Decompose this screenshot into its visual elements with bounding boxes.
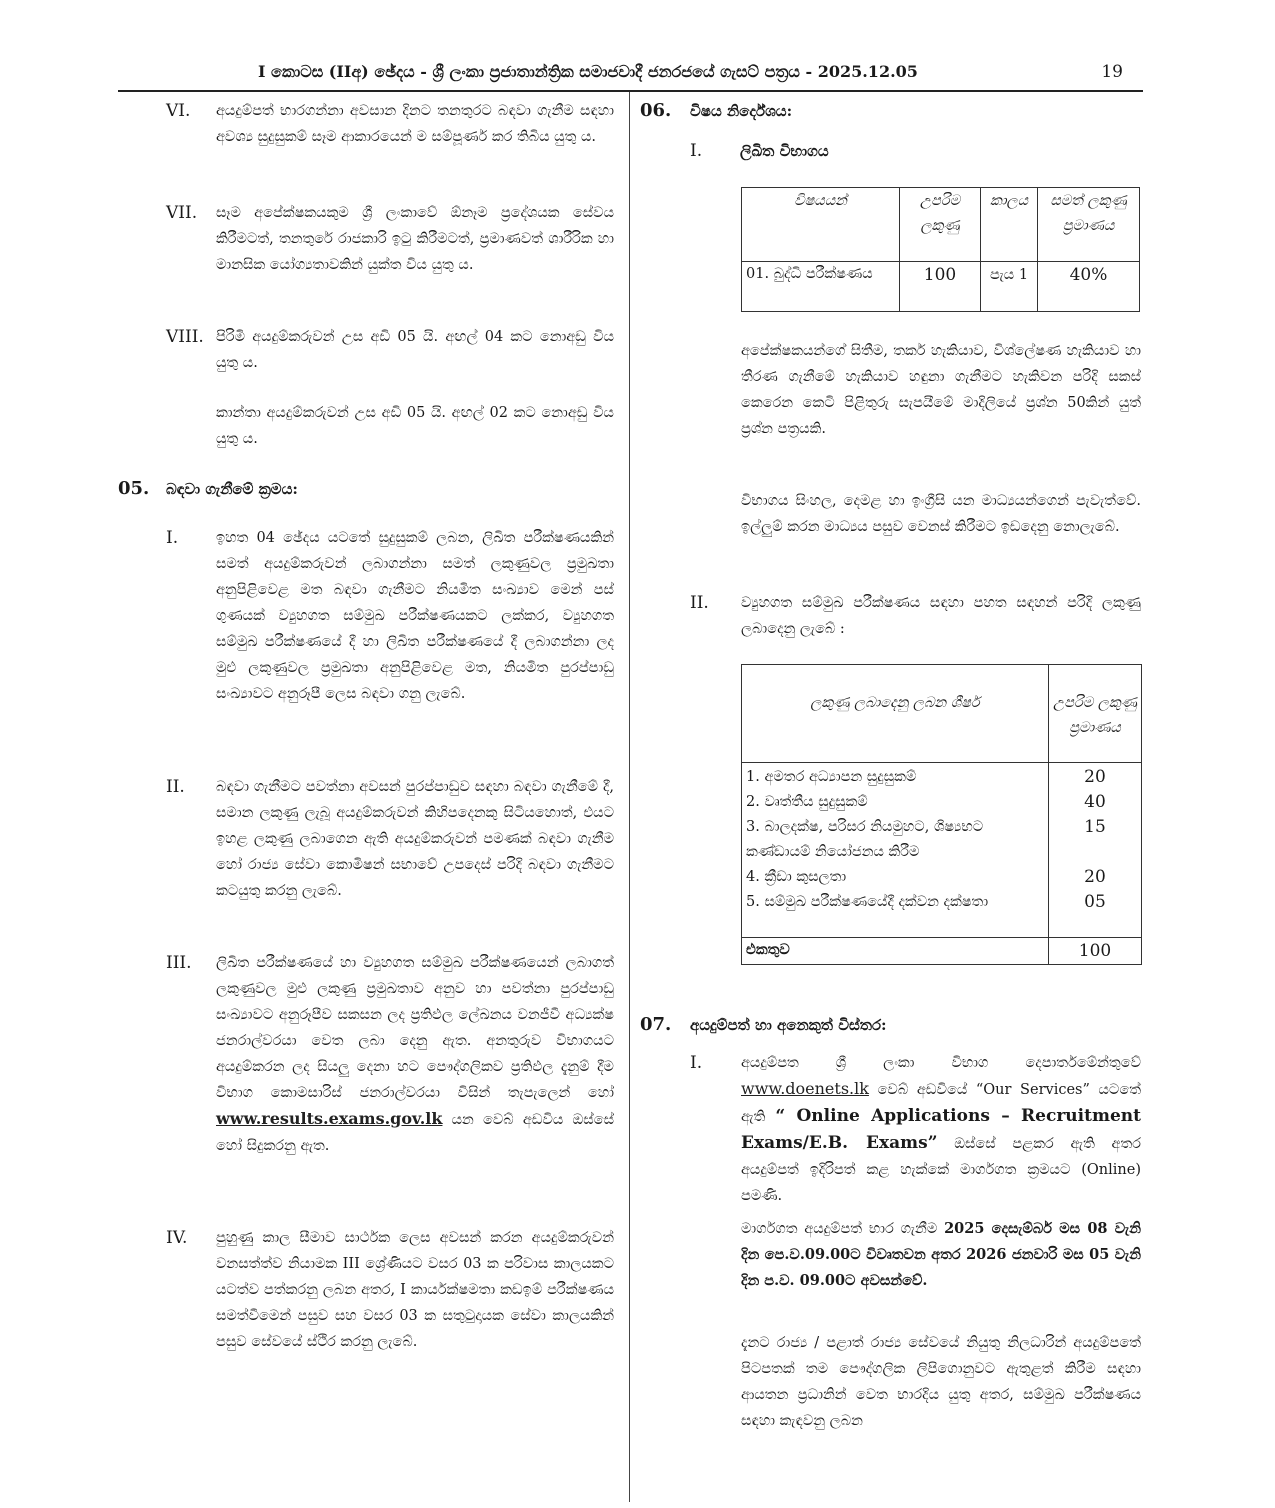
item-number: VIII. [166,327,204,347]
table-header: කාලය [981,188,1038,262]
table-cell [742,262,900,312]
application-dates [741,1216,1141,1294]
section-number: 05. [118,478,150,499]
info-text: ඔස්සේ පළකර ඇති අතර අයදුම්පත් ඉදිරිපත් කළ හැක්කේ මාර්ගගත ක්‍රමයට (Online) පමණි. [741,1136,1141,1204]
item-text: ඉහත 04 ඡේදය යටතේ සුදුසුකම් ලබන, ලිඛිත පරීක්ෂණයකින් සමත් අයදුම්කරුවන් ලබාගන්නා සමත් ලකුණුවල ප්‍රමුඛතා අනුපිළිවෙළ මත බඳවා ගැනීමට නියමිත සංඛ්‍යාව මෙන් පස් ගුණයක් ව්‍යුහගත සම්මුඛ පරීක්ෂණයකට ලක්කර, ව්‍යුහගත සම්මුඛ පරීක්ෂණයේ දී හා ලිඛිත පරීක්ෂණයේ දී ලබාගන්නා ලද මුළු ලකුණුවල ප්‍රමුඛතා අනුපිළිවෙළ මත, නියමිත පුරප්පාඩු සංඛ්‍යාවට අනුරූපී ලෙස බඳවා ගනු ලැබේ. [216,530,614,702]
column-divider [629,92,630,1502]
info-text: අයදුම්පත ශ්‍රී ලංකා විභාග දෙපාර්තමේන්තුවේ [741,1055,1141,1071]
application-info [741,1050,1141,1209]
header-rule [118,90,1143,92]
interview-marks-table [741,664,1142,965]
table-header: සමත් ලකුණු ප්‍රමාණය [1038,188,1140,262]
table-cell: පැය 1 [981,262,1038,312]
criteria-value: 20 [1084,767,1106,787]
table-header: උපරිම ලකුණු [900,188,981,262]
date-range: 2025 දෙසැම්බර් මස 08 වැනි දින පෙ.ව.09.00ට විවෘතවන අතර 2026 ජනවාරි මස 05 වැනි දින ප.ව. 09.00ට අවසන්වේ. [741,1220,1142,1289]
criteria-item: 1. අමතර අධ්‍යාපන සුදුසුකම් [746,769,917,785]
item-text: පුහුණු කාල සීමාව සාර්ථක ලෙස අවසන් කරන අයදුම්කරුවන් වනසත්ත්ව නියාමක III ශ්‍රේණියට වසර 03 ක පරිවාස කාලයකට යටත්ව පත්කරනු ලබන අතර, I කාර්යක්ෂමතා කඩඉම් පරීක්ෂණය සමත්වීමෙන් පසුව සහ වසර 03 ක සතුටුදායක සේවා කාලයකින් පසුව සේවයේ ස්ථිර කරනු ලැබේ. [216,1230,614,1350]
page-header [118,62,1143,92]
female-height-text: කාන්තා අයදුම්කරුවන් උස අඩි 05 යි. අඟල් 02 කට නොඅඩු විය යුතු ය. [216,405,614,447]
item-number: III. [166,953,192,973]
doenets-link[interactable]: www.doenets.lk [741,1079,869,1098]
criteria-item: 5. සම්මුඛ පරීක්ෂණයේදී දක්වන දක්ෂතා [746,894,989,910]
item-number: IV. [166,1228,188,1248]
criteria-item: 3. බාලදක්ෂ, පරිසර නියමුහට, ශිෂ්‍යභට කණ්ඩායම් නියෝජනය කිරීම [746,819,984,860]
table-header: උපරිම ලකුණු ප්‍රමාණය [1049,665,1142,763]
subject-name: බුද්ධි පරීක්ෂණය [773,266,873,282]
sub-number: I. [690,141,703,161]
criteria-item: 4. ක්‍රීඩා කුසලතා [746,869,847,885]
officer-instructions: දැනට රාජ්‍ය / පළාත් රාජ්‍ය සේවයේ නියුතු නිලධාරින් අයදුම්පතේ පිටපතක් තම පෞද්ගලික ලිපිගොනුවට ඇතුළත් කිරීම සඳහා ආයතන ප්‍රධානින් වෙත භාරදිය යුතු අතර, සම්මුඛ පරීක්ෂණය සඳහා කැඳවනු ලබන [741,1335,1141,1429]
item-text-part: යන වෙබ් අඩවිය ඔස්සේ හෝ සිදුකරනු ඇත. [216,1112,614,1154]
table-cell: 100 [900,262,981,312]
section-number: 06. [640,100,672,121]
criteria-value: 20 [1084,867,1106,887]
sub-title: ලිඛිත විභාගය [740,142,829,160]
item-number: VII. [166,203,198,223]
table-cell [1049,763,1142,938]
criteria-value: 15 [1084,817,1106,837]
item-text: අයදුම්පත් භාරගන්නා අවසාන දිනට තනතුරට බඳවා ගැනීම සඳහා අවශ්‍ය සුදුසුකම් සෑම ආකාරයෙන් ම සම්පූර්ණ කර තිබිය යුතු ය. [216,103,614,145]
criteria-item: 2. වෘත්තීය සුදුසුකම් [746,794,868,810]
total-label: එකතුව [742,938,1049,965]
criteria-value: 40 [1084,792,1106,812]
section-title: බඳවා ගැනීමේ ක්‍රමය: [166,480,298,498]
written-exam-table [741,187,1140,312]
item-number: II. [166,777,185,797]
results-link[interactable]: www.results.exams.gov.lk [216,1109,443,1128]
item-text: පිරිමි අයදුම්කරුවන් උස අඩි 05 යි. අඟල් 04 කට නොඅඩු විය යුතු ය. [216,329,614,371]
info-text: මාර්ගගත අයදුම්පත් භාර ගැනීම [741,1221,938,1237]
item-number: I. [166,528,179,548]
online-applications-label: “ Online Applications – Recruitment Exams/E.B. Exams” [741,1106,1141,1153]
exam-medium: විභාගය සිංහල, දෙමළ හා ඉංග්‍රීසි යන මාධ්‍යයන්ගෙන් පැවැත්වේ. ඉල්ලුම් කරන මාධ්‍යය පසුව වෙනස් කිරීමට ඉඩදෙනු නොලැබේ. [741,493,1141,535]
table-cell [742,763,1049,938]
gazette-title: I කොටස (IIඅ) ඡේදය - ශ්‍රී ලංකා ප්‍රජාතාන්ත්‍රික සමාජවාදී ජනරජයේ ගැසට් පත්‍රය - 2025.12.05 [258,62,918,81]
item-text: බඳවා ගැනීමට පවත්නා අවසන් පුරප්පාඩුව සඳහා බඳවා ගැනීමේ දී, සමාන ලකුණු ලැබූ අයදුම්කරුවන් කිහිපදෙනකු සිටියහොත්, එයට ඉහළ ලකුණු ලබාගෙන ඇති අයදුම්කරුවන් පමණක් බඳවා ගැනීම හෝ රාජ්‍ය සේවා කොමිෂන් සභාවේ උපදෙස් පරිදි බඳවා ගැනීමට කටයුතු කරනු ලැබේ. [216,779,614,899]
info-text: වෙබ් අඩවියේ “Our Services” යටතේ ඇති [741,1082,1142,1125]
table-header: විෂයයන් [742,188,900,262]
criteria-value: 05 [1084,892,1106,912]
section-title: අයදුම්පත් හා අනෙකුත් විස්තර: [690,1016,887,1034]
table-cell: 40% [1038,262,1140,312]
row-number: 01. [746,266,770,282]
item-text [216,950,614,1159]
section-number: 07. [640,1014,672,1035]
sub-number: II. [690,593,709,613]
page-number: 19 [1101,62,1123,82]
item-number: VI. [166,101,191,121]
table-header: ලකුණු ලබාදෙනු ලබන ශීර්ෂ [742,665,1049,763]
sub-number: I. [690,1053,703,1073]
item-text: සෑම අපේක්ෂකයකුම ශ්‍රී ලංකාවේ ඕනෑම ප්‍රදේශයක සේවය කිරීමටත්, තනතුරේ රාජකාරි ඉටු කිරීමටත්, ප්‍රමාණවත් ශාරීරික හා මානසික යෝග්‍යතාවකින් යුක්ත විය යුතු ය. [216,205,614,273]
section-title: විෂය නිර්දේශය: [690,102,793,120]
total-value: 100 [1049,938,1142,965]
item-text-part: ලිඛිත පරීක්ෂණයේ හා ව්‍යුහගත සම්මුඛ පරීක්ෂණයෙන් ලබාගත් ලකුණුවල මුළු ලකුණු ප්‍රමුඛතාව අනුව හා පවත්නා පුරප්පාඩු සංඛ්‍යාවට අනුරූපීව සකසන ලද ප්‍රතිඵල ලේඛනය වනජීවී අධ්‍යක්ෂ ජනරාල්වරයා වෙත ලබා දෙනු ඇත. අනතුරුව විභාගයට අයදුම්කරන ලද සියලු දෙනා හට පෞද්ගලිකව ප්‍රතිඵල දැනුම් දීම විභාග කොමසාරිස් ජනරාල්වරයා විසින් තැපැලෙන් හෝ [216,955,614,1101]
exam-description: අපේක්ෂකයන්ගේ සිතීම, තර්ක හැකියාව, විශ්ලේෂණ හැකියාව හා තීරණ ගැනීමේ හැකියාව හඳුනා ගැනීමට හැකිවන පරිදි සකස් කෙරෙන කෙටි පිළිතුරු සැපයීමේ මාදිලියේ ප්‍රශ්න 50කින් යුත් ප්‍රශ්න පත්‍රයකි. [741,343,1141,437]
interview-intro: ව්‍යුහගත සම්මුඛ පරීක්ෂණය සඳහා පහත සඳහන් පරිදි ලකුණු ලබාදෙනු ලැබේ : [741,595,1141,637]
